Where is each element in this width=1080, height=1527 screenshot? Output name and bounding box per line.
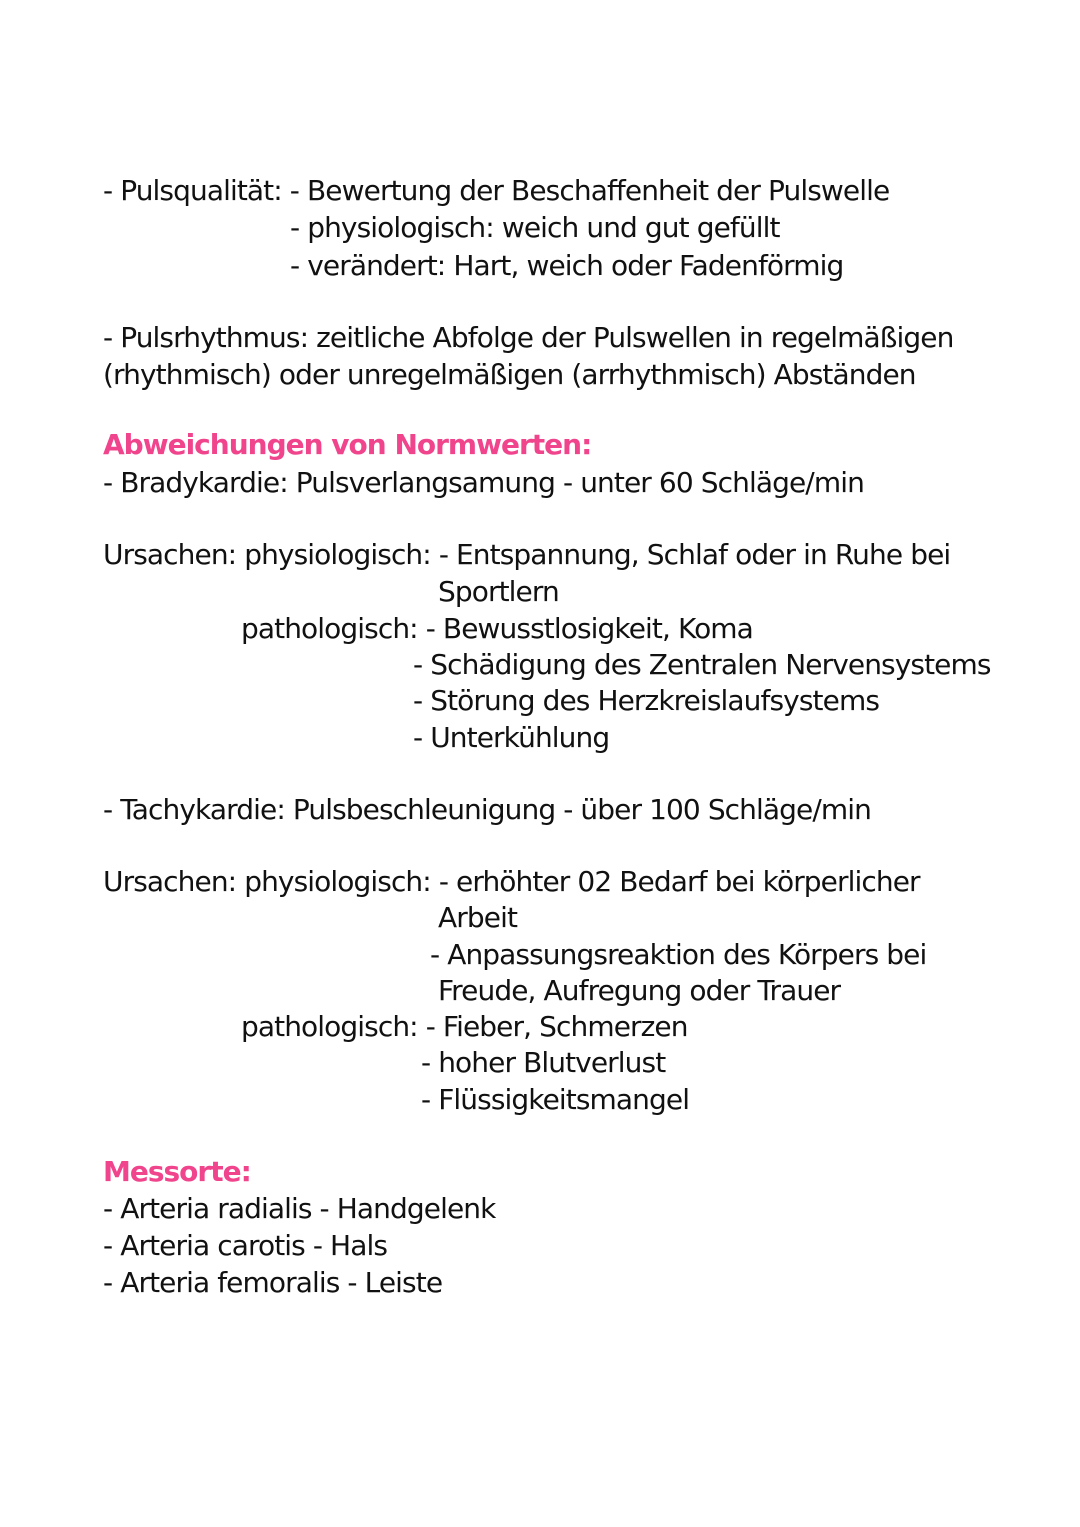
bradykardie-patho-line-1: pathologisch: - Bewusstlosigkeit, Koma — [241, 612, 753, 645]
messorte-item-radialis: - Arteria radialis - Handgelenk — [103, 1192, 496, 1225]
tachykardie-patho-line-3: - Flüssigkeitsmangel — [421, 1083, 690, 1116]
messorte-item-carotis: - Arteria carotis - Hals — [103, 1229, 388, 1262]
pulsrhythmus-line-2: (rhythmisch) oder unregelmäßigen (arrhythmisch) Abständen — [103, 358, 916, 391]
bradykardie-patho-line-2: - Schädigung des Zentralen Nervensystems — [413, 648, 991, 681]
pulsqualitaet-line-1: - Pulsqualität: - Bewertung der Beschaffenheit der Pulswelle — [103, 174, 890, 207]
pulsqualitaet-line-3: - verändert: Hart, weich oder Fadenförmig — [290, 249, 844, 282]
abweichungen-heading: Abweichungen von Normwerten: — [103, 428, 592, 461]
tachykardie-ursachen-line-4: Freude, Aufregung oder Trauer — [438, 974, 841, 1007]
bradykardie-ursachen-line-2: Sportlern — [438, 575, 559, 608]
bradykardie-ursachen-line-1: Ursachen: physiologisch: - Entspannung, Schlaf oder in Ruhe bei — [103, 538, 951, 571]
tachykardie-patho-line-2: - hoher Blutverlust — [421, 1046, 666, 1079]
pulsqualitaet-line-2: - physiologisch: weich und gut gefüllt — [290, 211, 780, 244]
pulsrhythmus-line-1: - Pulsrhythmus: zeitliche Abfolge der Pulswellen in regelmäßigen — [103, 321, 954, 354]
messorte-heading: Messorte: — [103, 1155, 251, 1188]
bradykardie-patho-line-4: - Unterkühlung — [413, 721, 610, 754]
tachykardie-ursachen-line-1: Ursachen: physiologisch: - erhöhter 02 Bedarf bei körperlicher — [103, 865, 920, 898]
tachykardie-patho-line-1: pathologisch: - Fieber, Schmerzen — [241, 1010, 688, 1043]
messorte-item-femoralis: - Arteria femoralis - Leiste — [103, 1266, 443, 1299]
bradykardie-patho-line-3: - Störung des Herzkreislaufsystems — [413, 684, 880, 717]
bradykardie-definition: - Bradykardie: Pulsverlangsamung - unter 60 Schläge/min — [103, 466, 864, 499]
tachykardie-ursachen-line-3: - Anpassungsreaktion des Körpers bei — [430, 938, 927, 971]
tachykardie-definition: - Tachykardie: Pulsbeschleunigung - über 100 Schläge/min — [103, 793, 871, 826]
tachykardie-ursachen-line-2: Arbeit — [438, 901, 518, 934]
